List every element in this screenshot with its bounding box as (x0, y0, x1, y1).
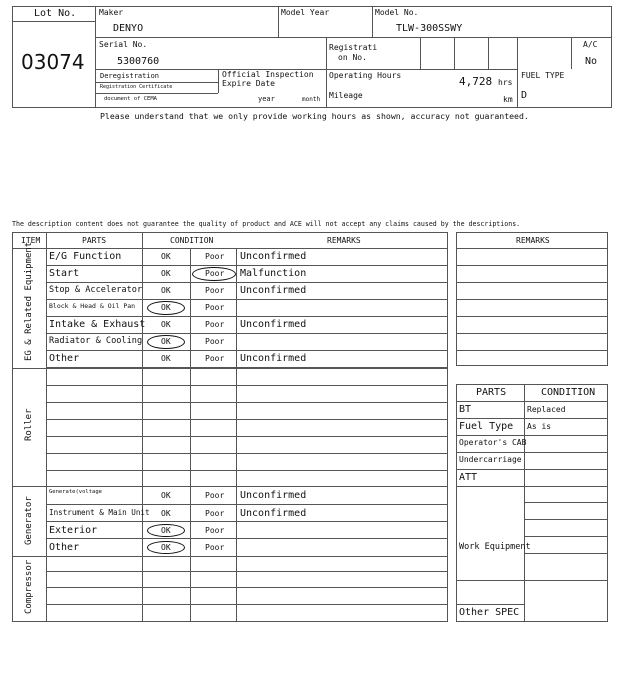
work-equipment-label: Work Equipment (459, 542, 531, 552)
eg-poor-0: Poor (205, 252, 225, 261)
fuel-type-label: FUEL TYPE (521, 71, 565, 80)
eg-poor-3: Poor (205, 303, 225, 312)
right-part-3: Undercarriage (459, 455, 522, 464)
maker-value: DENYO (113, 23, 144, 34)
eg-ok-2: OK (161, 286, 171, 295)
registration-label: Registrati (329, 43, 378, 52)
gen-poor-2: Poor (205, 526, 225, 535)
header-parts: PARTS (82, 236, 107, 245)
hrs-unit: hrs (498, 78, 513, 87)
eg-ok-1: OK (161, 269, 171, 278)
other-spec-label: Other SPEC (459, 607, 520, 618)
eg-ok-4: OK (161, 320, 171, 329)
eg-poor-1: Poor (205, 269, 225, 278)
cema-label: document of CEMA (104, 96, 157, 102)
gen-part-1: Instrument & Main Unit (49, 508, 150, 517)
eg-part-3: Block & Head & Oil Pan (49, 302, 136, 310)
gen-remark-1: Unconfirmed (240, 508, 307, 519)
km-unit: km (503, 95, 513, 104)
eg-part-4: Intake & Exhaust (49, 319, 146, 330)
gen-ok-2: OK (161, 526, 171, 535)
right-condition-0: Replaced (527, 405, 566, 414)
section-eg: EG & Related Equipment (24, 241, 34, 361)
header-condition: CONDITION (170, 236, 214, 245)
eg-ok-0: OK (161, 252, 171, 261)
ac-value: No (585, 56, 598, 67)
eg-remark-6: Unconfirmed (240, 353, 307, 364)
gen-ok-1: OK (161, 509, 171, 518)
year-label: year (258, 95, 275, 103)
gen-ok-circle-3 (147, 541, 185, 554)
header-remarks: REMARKS (327, 236, 361, 245)
eg-poor-6: Poor (205, 354, 225, 363)
eg-part-0: E/G Function (49, 251, 122, 262)
inspection-label-2: Expire Date (222, 79, 275, 88)
eg-part-2: Stop & Accelerator (49, 285, 143, 295)
eg-ok-circle-3 (147, 301, 185, 315)
gen-part-0: Generate(voltage (49, 489, 102, 495)
gen-ok-0: OK (161, 491, 171, 500)
right-part-4: ATT (459, 472, 478, 483)
eg-remark-1: Malfunction (240, 268, 307, 279)
header-remarks-right: REMARKS (516, 236, 550, 245)
registration-label-2: on No. (338, 53, 367, 62)
model-no-value: TLW-300SSWY (396, 23, 463, 34)
mileage-label: Mileage (329, 91, 363, 100)
eg-remark-0: Unconfirmed (240, 251, 307, 262)
eg-part-1: Start (49, 268, 80, 279)
model-year-label: Model Year (281, 8, 330, 17)
section-generator: Generator (24, 496, 34, 545)
fuel-type-value: D (521, 90, 528, 101)
operating-hours-label: Operating Hours (329, 71, 402, 80)
eg-ok-5: OK (161, 337, 171, 346)
right-part-1: Fuel Type (459, 421, 514, 432)
gen-poor-0: Poor (205, 491, 225, 500)
gen-poor-3: Poor (205, 543, 225, 552)
serial-no-label: Serial No. (99, 40, 148, 49)
month-label: month (302, 96, 321, 103)
ac-label: A/C (583, 40, 598, 49)
condition-header: CONDITION (541, 387, 596, 398)
eg-ok-circle-5 (147, 335, 185, 349)
header-item: ITEM (21, 236, 41, 245)
eg-ok-3: OK (161, 303, 171, 312)
gen-ok-3: OK (161, 543, 171, 552)
gen-part-2: Exterior (49, 525, 98, 536)
eg-poor-2: Poor (205, 286, 225, 295)
gen-remark-0: Unconfirmed (240, 490, 307, 501)
eg-remark-2: Unconfirmed (240, 285, 307, 296)
reg-cert-label: Registration Certificate (100, 84, 173, 90)
inspection-label: Official Inspection (222, 70, 314, 79)
lot-no-label: Lot No. (34, 8, 77, 19)
gen-ok-circle-2 (147, 524, 185, 537)
right-part-2: Operator's CAB (459, 438, 527, 447)
gen-part-3: Other (49, 542, 80, 553)
hours-notice: Please understand that we only provide working hours as shown, accuracy not guaranteed. (100, 111, 529, 121)
parts-header: PARTS (476, 387, 507, 398)
section-roller: Roller (24, 408, 34, 441)
eg-poor-circle-1 (192, 267, 236, 281)
eg-remark-4: Unconfirmed (240, 319, 307, 330)
operating-hours-value: 4,728 (459, 75, 493, 88)
eg-poor-5: Poor (205, 337, 225, 346)
parts-table-frame (456, 384, 608, 622)
deregistration-label: Deregistration (100, 72, 160, 80)
right-part-0: BT (459, 404, 472, 415)
eg-poor-4: Poor (205, 320, 225, 329)
disclaimer: The description content does not guarantee the quality of product and ACE will not accept any claims caused by the descriptions. (12, 220, 521, 228)
eg-part-5: Radiator & Cooling (49, 336, 143, 346)
gen-poor-1: Poor (205, 509, 225, 518)
model-no-label: Model No. (375, 8, 419, 17)
lot-no: 03074 (21, 50, 85, 74)
maker-label: Maker (99, 8, 124, 17)
serial-no-value: 5300760 (117, 56, 160, 67)
eg-ok-6: OK (161, 354, 171, 363)
section-compressor: Compressor (24, 559, 34, 614)
right-condition-1: As is (527, 422, 552, 431)
eg-part-6: Other (49, 353, 80, 364)
